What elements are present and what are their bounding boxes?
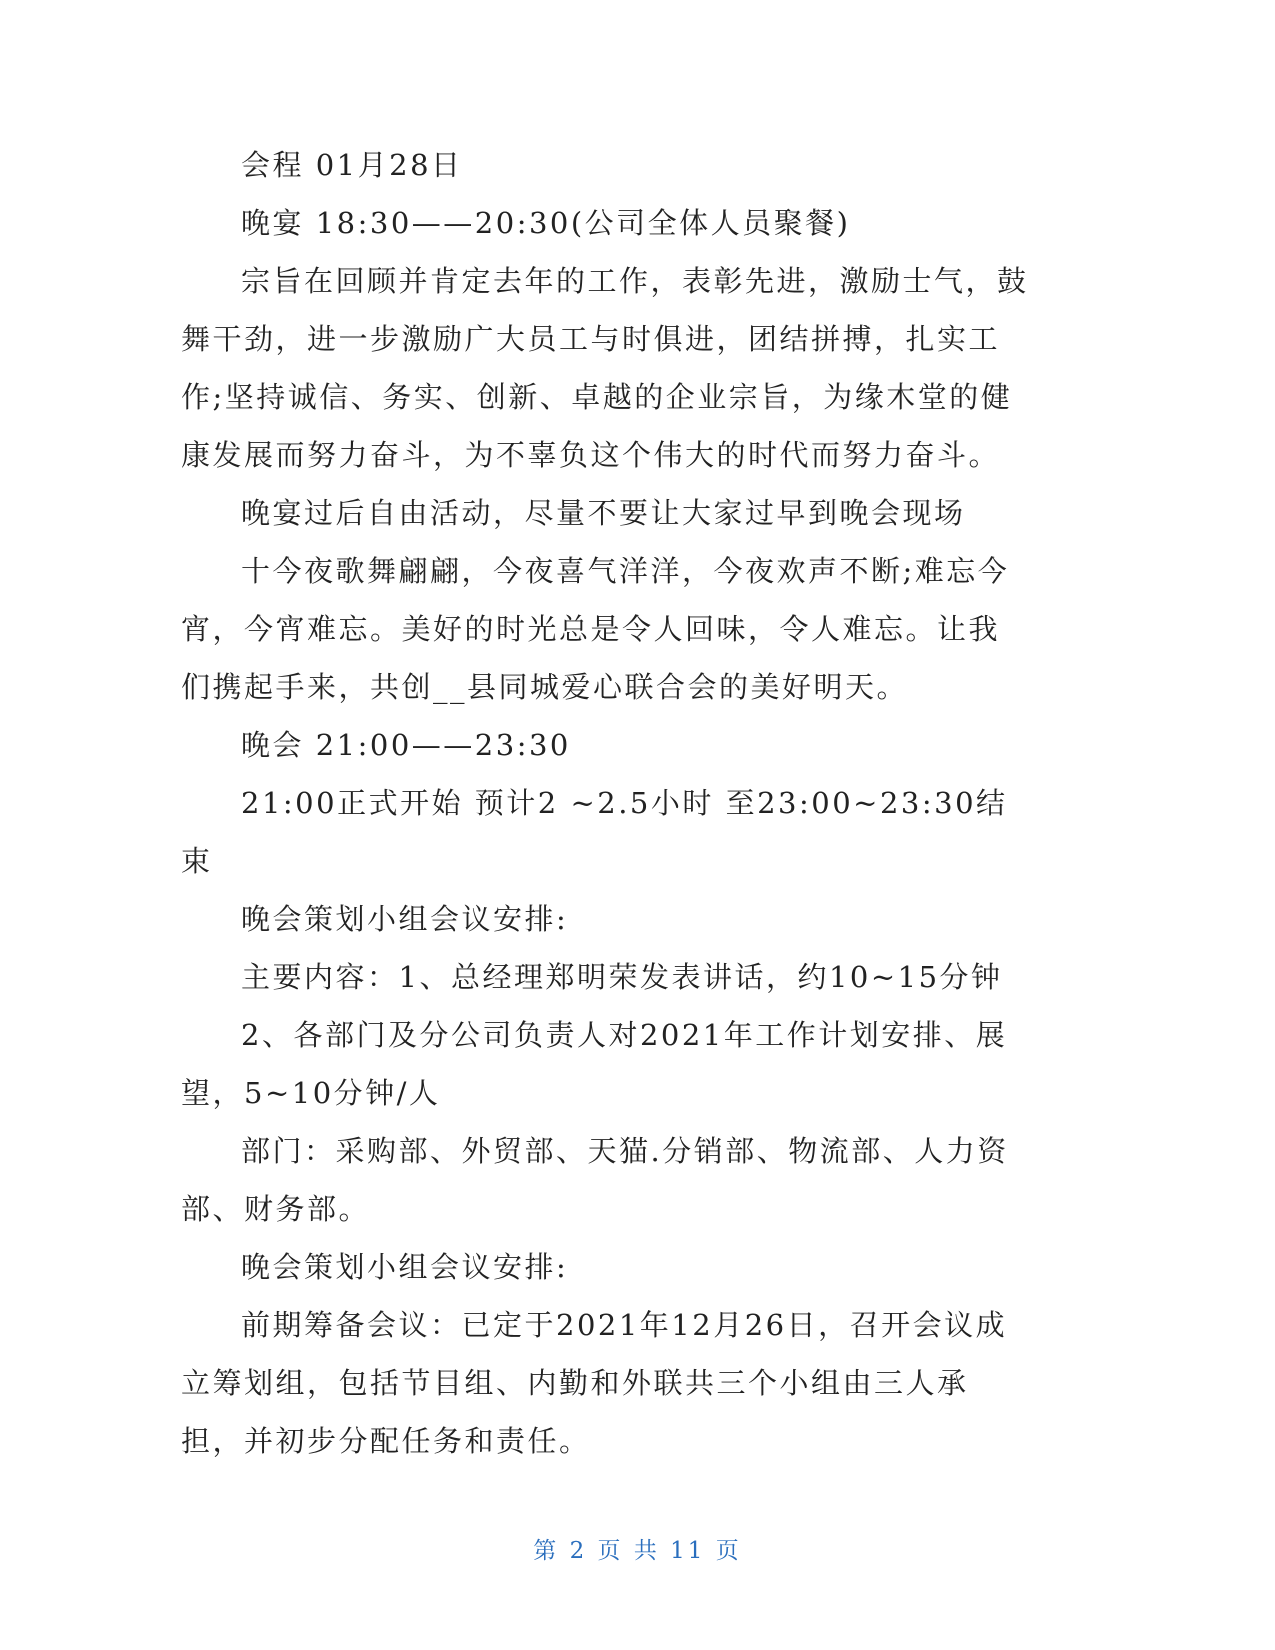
paragraph-department-plans: 2、各部门及分公司负责人对2021年工作计划安排、展望，5~10分钟/人 xyxy=(181,1018,1008,1110)
paragraph-purpose: 宗旨在回顾并肯定去年的工作，表彰先进，激励士气，鼓舞干劲，进一步激励广大员工与时俱进，团结拼搏，扎实工作;坚持诚信、务实、创新、卓越的企业宗旨，为缘木堂的健康发展而努力奋斗，为不辜负这个伟大的时代而努力奋斗。 xyxy=(181,264,1029,472)
paragraph-planning-heading: 晚会策划小组会议安排: xyxy=(241,902,569,936)
footer-middle: 页 共 xyxy=(597,1538,660,1564)
paragraph-departments: 部门：采购部、外贸部、天猫.分销部、物流部、人力资部、财务部。 xyxy=(181,1134,1009,1226)
paragraph-planning-heading-2: 晚会策划小组会议安排: xyxy=(241,1250,569,1284)
paragraph-free-activity: 晚宴过后自由活动，尽量不要让大家过早到晚会现场 xyxy=(241,496,966,530)
paragraph-closing-words: 十今夜歌舞翩翩，今夜喜气洋洋，今夜欢声不断;难忘今宵，今宵难忘。美好的时光总是令人回味，令人难忘。让我们携起手来，共创__县同城爱心联合会的美好明天。 xyxy=(181,554,1010,704)
paragraph-dinner-time: 晚宴 18:30——20:30(公司全体人员聚餐) xyxy=(241,206,851,240)
paragraph-main-content: 主要内容：1、总经理郑明荣发表讲话，约10~15分钟 xyxy=(241,960,1003,994)
footer-current-page: 2 xyxy=(569,1538,588,1564)
paragraph-session-date: 会程 01月28日 xyxy=(241,148,463,182)
document-body xyxy=(181,136,1029,1470)
footer-prefix: 第 xyxy=(533,1538,560,1564)
paragraph-preparatory-meeting: 前期筹备会议：已定于2021年12月26日，召开会议成立筹划组，包括节目组、内勤和外联共三个小组由三人承担，并初步分配任务和责任。 xyxy=(181,1308,1008,1458)
page-footer xyxy=(0,1532,1275,1565)
footer-total-pages: 11 xyxy=(670,1538,706,1564)
footer-suffix: 页 xyxy=(715,1538,742,1564)
paragraph-gala-duration: 21:00正式开始 预计2 ~2.5小时 至23:00~23:30结束 xyxy=(181,786,1008,878)
paragraph-gala-time: 晚会 21:00——23:30 xyxy=(241,728,571,762)
